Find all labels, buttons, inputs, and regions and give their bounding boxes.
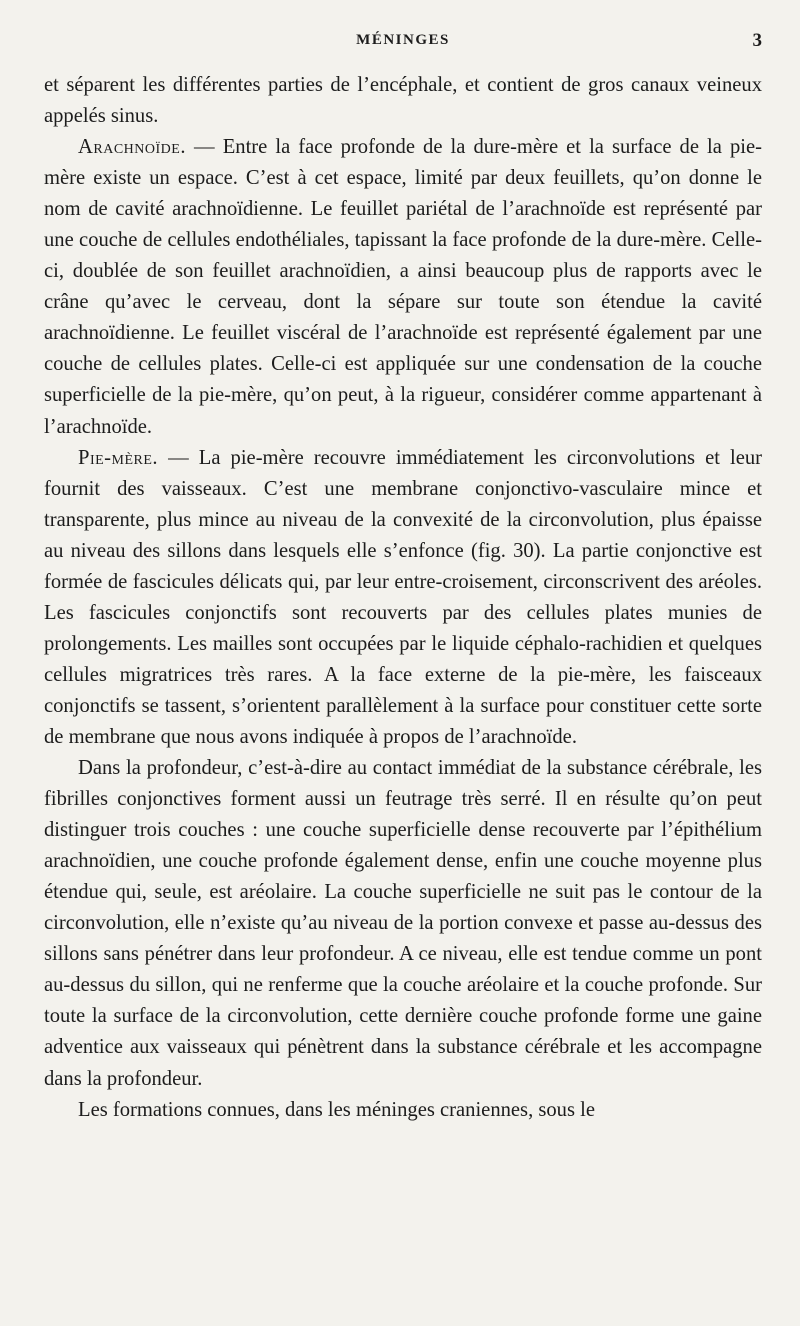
paragraph-pie-mere	[44, 443, 762, 753]
paragraph-formations	[44, 1095, 762, 1126]
paragraph-formations-text: Les formations connues, dans les méninges craniennes, sous le	[78, 1098, 596, 1121]
body-text	[44, 70, 762, 1126]
paragraph-arachnoide	[44, 132, 762, 442]
paragraph-continued-text: et séparent les différentes parties de l’encéphale, et contient de gros canaux veineux appelés sinus.	[44, 74, 762, 128]
section-label-pie-mere: Pie-mère.	[78, 446, 159, 469]
section-label-arachnoide: Arachnoïde.	[78, 136, 186, 159]
page-number: 3	[752, 30, 762, 51]
paragraph-continued	[44, 70, 762, 132]
paragraph-profondeur	[44, 753, 762, 1095]
paragraph-arachnoide-text: — Entre la face profonde de la dure-mère et la surface de la pie-mère existe un espace. C’est à cet espace, limité par deux feuillets, qu’on donne le nom de cavité arachnoïdienne. Le feuillet pariétal de l’arachnoïde est représenté par une couche de cellules endothéliales, tapissant la face profonde de la dure-mère. Celle-ci, doublée de son feuillet arachnoïdien, a ainsi beaucoup plus de rapports avec le crâne qu’avec le cerveau, dont la sépare sur toute son étendue la cavité arachnoïdienne. Le feuillet viscéral de l’arachnoïde est représenté également par une couche de cellules plates. Celle-ci est appliquée sur une condensation de la couche superficielle de la pie-mère, qu’on peut, à la rigueur, considérer comme appartenant à l’arachnoïde.	[44, 136, 762, 438]
paragraph-pie-mere-text: — La pie-mère recouvre immédiatement les circonvolutions et leur fournit des vaisseaux. C’est une membrane conjonctivo-vasculaire mince et transparente, plus mince au niveau de la convexité de la circonvolution, plus épaisse au niveau des sillons dans lesquels elle s’enfonce (fig. 30). La partie conjonctive est formée de fascicules délicats qui, par leur entre-croisement, circonscrivent des aréoles. Les fascicules conjonctifs sont recouverts par des cellules plates munies de prolongements. Les mailles sont occupées par le liquide céphalo-rachidien et quelques cellules migratrices très rares. A la face externe de la pie-mère, les faisceaux conjonctifs se tassent, s’orientent parallèlement à la surface pour constituer cette sorte de membrane que nous avons indiquée à propos de l’arachnoïde.	[44, 446, 762, 748]
running-head	[44, 30, 762, 60]
paragraph-profondeur-text: Dans la profondeur, c’est-à-dire au contact immédiat de la substance cérébrale, les fibrilles conjonctives forment aussi un feutrage très serré. Il en résulte qu’on peut distinguer trois couches : une couche superficielle dense recouverte par l’épithélium arachnoïdien, une couche profonde également dense, enfin une couche moyenne plus étendue qui, seule, est aréolaire. La couche superficielle ne suit pas le contour de la circonvolution, elle n’existe qu’au niveau de la portion convexe et passe au-dessus des sillons sans pénétrer dans leur profondeur. A ce niveau, elle est tendue comme un pont au-dessus du sillon, qui ne renferme que la couche aréolaire et la couche profonde. Sur toute la surface de la circonvolution, cette dernière couche profonde forme une gaine adventice aux vaisseaux qui pénètrent dans la substance cérébrale et les accompagne dans la profondeur.	[44, 757, 762, 1090]
running-title: MÉNINGES	[356, 32, 450, 48]
